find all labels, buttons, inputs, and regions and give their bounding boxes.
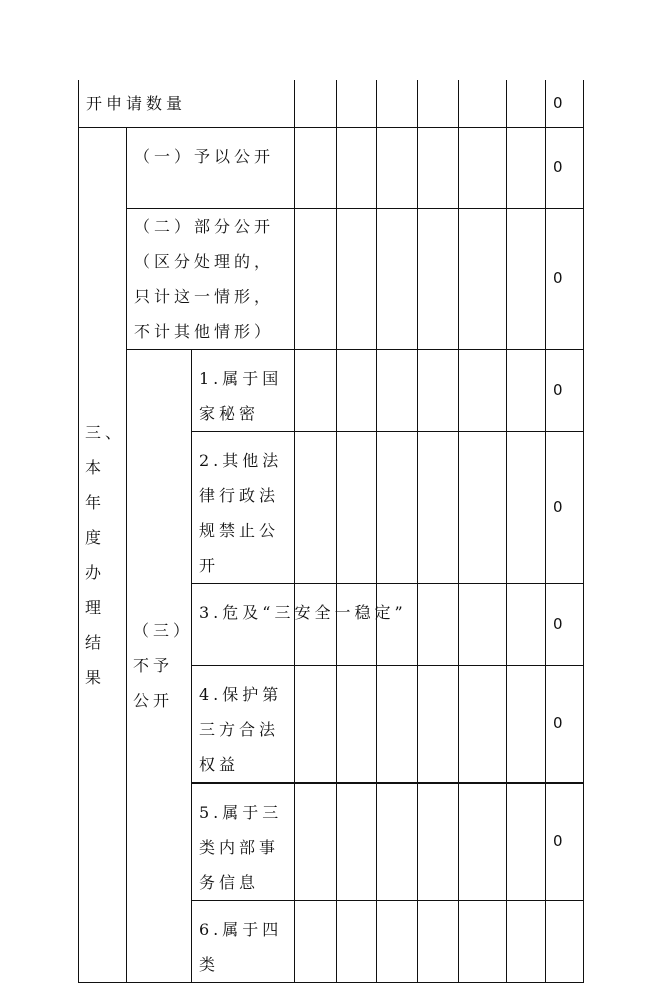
row-label-cell xyxy=(127,208,295,349)
empty-cell xyxy=(459,900,507,982)
empty-cell xyxy=(507,900,546,982)
empty-cell xyxy=(418,208,459,349)
empty-cell xyxy=(295,665,337,783)
total-value: 0 xyxy=(546,431,584,583)
row-label: 1.属于国家秘密 xyxy=(199,368,283,423)
row-label: 开申请数量 xyxy=(86,93,187,113)
empty-cell xyxy=(337,583,377,665)
total-value: 0 xyxy=(546,783,584,901)
empty-cell xyxy=(459,127,507,208)
empty-cell xyxy=(377,127,418,208)
empty-cell xyxy=(507,583,546,665)
empty-cell xyxy=(337,208,377,349)
table-row xyxy=(79,208,584,349)
subgroup-title: （三）不予公开 xyxy=(133,621,186,710)
table-row xyxy=(79,127,584,208)
empty-cell xyxy=(295,783,337,901)
empty-cell xyxy=(377,783,418,901)
empty-cell xyxy=(418,349,459,431)
empty-cell xyxy=(507,127,546,208)
row-label: （二）部分公开（区分处理的，只计这一情形，不计其他情形） xyxy=(134,216,275,341)
empty-cell xyxy=(507,80,546,127)
total-value: 0 xyxy=(546,349,584,431)
empty-cell xyxy=(295,900,337,982)
empty-cell xyxy=(337,665,377,783)
empty-cell xyxy=(295,127,337,208)
empty-cell xyxy=(459,80,507,127)
results-table xyxy=(78,80,584,983)
empty-cell xyxy=(337,431,377,583)
total-value: 0 xyxy=(546,80,584,127)
total-value: 0 xyxy=(546,583,584,665)
empty-cell xyxy=(377,665,418,783)
row-label: 3.危及“三安全一稳定” xyxy=(199,602,407,622)
subgroup-title-cell xyxy=(127,349,192,982)
empty-cell xyxy=(337,783,377,901)
total-value: 0 xyxy=(546,208,584,349)
empty-cell xyxy=(418,783,459,901)
empty-cell xyxy=(459,665,507,783)
row-label: 5.属于三类内部事务信息 xyxy=(199,802,283,892)
empty-cell xyxy=(507,208,546,349)
section-title-cell xyxy=(79,127,127,982)
empty-cell xyxy=(418,900,459,982)
empty-cell xyxy=(337,900,377,982)
empty-cell xyxy=(377,431,418,583)
table-row xyxy=(79,80,584,127)
row-label-cell xyxy=(192,783,295,901)
empty-cell xyxy=(459,208,507,349)
table-row xyxy=(79,349,584,431)
empty-cell xyxy=(459,583,507,665)
total-value: 0 xyxy=(546,127,584,208)
empty-cell xyxy=(377,349,418,431)
empty-cell xyxy=(337,349,377,431)
row-label-cell xyxy=(79,80,295,127)
empty-cell xyxy=(418,583,459,665)
empty-cell xyxy=(337,80,377,127)
row-label: 2.其他法律行政法规禁止公开 xyxy=(199,450,283,575)
row-label-cell xyxy=(192,900,295,982)
empty-cell xyxy=(459,783,507,901)
row-label: 6.属于四类 xyxy=(199,919,283,974)
section-title: 三、本年度办理结果 xyxy=(85,422,126,687)
row-label: 4.保护第三方合法权益 xyxy=(199,684,283,774)
empty-cell xyxy=(377,208,418,349)
row-label-cell xyxy=(127,127,295,208)
empty-cell xyxy=(507,665,546,783)
empty-cell xyxy=(337,127,377,208)
empty-cell xyxy=(377,900,418,982)
empty-cell xyxy=(418,127,459,208)
row-label-cell xyxy=(192,349,295,431)
empty-cell xyxy=(546,900,584,982)
row-label: （一）予以公开 xyxy=(134,146,275,166)
empty-cell xyxy=(418,80,459,127)
empty-cell xyxy=(295,431,337,583)
empty-cell xyxy=(295,208,337,349)
empty-cell xyxy=(459,349,507,431)
empty-cell xyxy=(377,583,418,665)
empty-cell xyxy=(295,80,337,127)
row-label-cell xyxy=(192,665,295,783)
empty-cell xyxy=(295,349,337,431)
empty-cell xyxy=(377,80,418,127)
empty-cell xyxy=(418,665,459,783)
row-label-cell xyxy=(192,431,295,583)
empty-cell xyxy=(507,783,546,901)
total-value: 0 xyxy=(546,665,584,783)
row-label-cell xyxy=(192,583,407,665)
empty-cell xyxy=(418,431,459,583)
empty-cell xyxy=(459,431,507,583)
empty-cell xyxy=(507,431,546,583)
empty-cell xyxy=(507,349,546,431)
